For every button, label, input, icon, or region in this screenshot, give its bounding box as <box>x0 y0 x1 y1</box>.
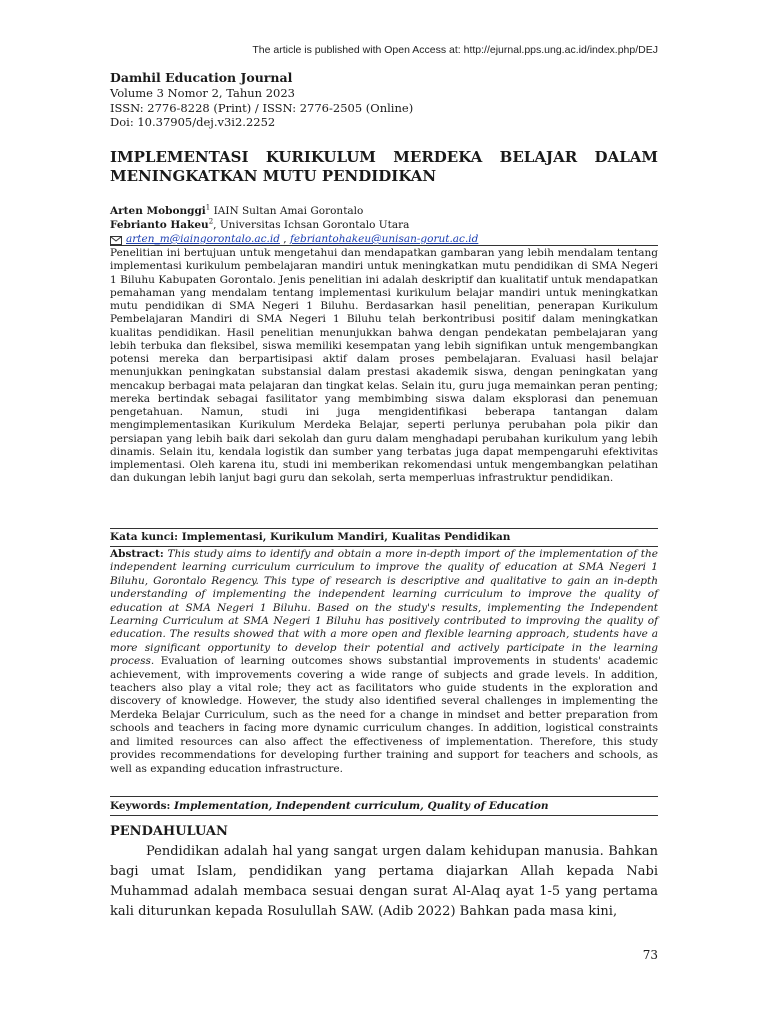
divider-keywords <box>110 796 658 797</box>
email-separator: , <box>279 233 290 245</box>
author-2-affiliation: , Universitas Ichsan Gorontalo Utara <box>213 219 410 231</box>
article-title: IMPLEMENTASI KURIKULUM MERDEKA BELAJAR DALAM MENINGKATKAN MUTU PENDIDIKAN <box>110 148 658 185</box>
journal-name: Damhil Education Journal <box>110 70 293 85</box>
divider-kata-kunci <box>110 528 658 529</box>
journal-doi: Doi: 10.37905/dej.v3i2.2252 <box>110 115 276 129</box>
author-2-name: Febrianto Hakeu <box>110 219 209 231</box>
keywords-label: Keywords: <box>110 800 175 812</box>
abstract-label: Abstract: <box>110 548 164 560</box>
keywords <box>110 799 658 813</box>
section-heading: PENDAHULUAN <box>110 824 228 839</box>
page-number: 73 <box>642 948 658 962</box>
email-link-2[interactable]: febriantohakeu@unisan-gorut.ac.id <box>289 233 479 245</box>
author-1-sup: 1 <box>205 203 211 212</box>
abstract-italic: This study aims to identify and obtain a more in-depth import of the implementation of the independent learning curriculum curriculum to improve the quality of education at SMA Negeri 1 Biluhu, Gorontalo Regency. This type of research is descriptive and qualitative to gain an in-depth understanding of implementing the independent learning curriculum to improve the quality of education at SMA Negeri 1 Biluhu. Based on the study's results, implementing the Independent Learning Curriculum at SMA Negeri 1 Biluhu has positively contributed to improving the quality of education. The results showed that with a more open and flexible learning approach, students have a more significant opportunity to develop their potential and actively participate in the learning process. <box>110 548 658 668</box>
journal-issn: ISSN: 2776-8228 (Print) / ISSN: 2776-2505 (Online) <box>110 100 414 115</box>
kata-kunci: Kata kunci: Implementasi, Kurikulum Mandiri, Kualitas Pendidikan <box>110 531 511 543</box>
keywords-value: Implementation, Independent curriculum, Quality of Education <box>174 800 549 812</box>
journal-info <box>110 70 658 130</box>
abstract-regular: Evaluation of learning outcomes shows substantial improvements in students' academic achievement, with improvements covering a wide range of subjects and grade levels. In addition, teachers also play a vital role; they act as facilitators who guide students in the exploration and discovery of knowledge. However, the study also identified several challenges in implementing the Merdeka Belajar Curriculum, such as the need for a change in mindset and better preparation from schools and teachers in facing more dynamic curriculum changes. In addition, logistical constraints and limited resources can also affect the effectiveness of implementation. Therefore, this study provides recommendations for developing further training and support for teachers and schools, as well as expanding education infrastructure. <box>110 655 658 775</box>
author-1-affiliation: IAIN Sultan Amai Gorontalo <box>210 205 364 217</box>
divider-bottom <box>110 815 658 816</box>
abstract-english <box>110 548 658 776</box>
divider-top <box>110 245 658 246</box>
email-line <box>110 232 658 246</box>
author-1-name: Arten Mobonggi <box>110 205 206 217</box>
divider-abstract <box>110 546 658 547</box>
open-access-notice: The article is published with Open Access at: http://ejurnal.pps.ung.ac.id/index.php/DEJ <box>252 44 658 56</box>
email-link-1[interactable]: arten_m@iaingorontalo.ac.id <box>126 233 280 245</box>
abstract-indonesian: Penelitian ini bertujuan untuk mengetahui dan mendapatkan gambaran yang lebih mendalam tentang implementasi kurikulum pembelajaran mandiri untuk meningkatkan mutu pendidikan di SMA Negeri 1 Biluhu Kabupaten Gorontalo. Jenis penelitian ini adalah deskriptif dan kualitatif untuk mendapatkan pemahaman yang mendalam tentang implementasi kurikulum belajar mandiri untuk meningkatkan mutu pendidikan di SMA Negeri 1 Biluhu. Berdasarkan hasil penelitian, penerapan Kurikulum Pembelajaran Mandiri di SMA Negeri 1 Biluhu telah berkontribusi positif dalam meningkatkan kualitas pendidikan. Hasil penelitian menunjukkan bahwa dengan pendekatan pembelajaran yang lebih terbuka dan fleksibel, siswa memiliki kesempatan yang lebih signifikan untuk mengembangkan potensi mereka dan berpartisipasi aktif dalam proses pembelajaran. Evaluasi hasil belajar menunjukkan peningkatan substansial dalam prestasi akademik siswa, dengan peningkatan yang mencakup berbagai mata pelajaran dan tingkat kelas. Selain itu, guru juga memainkan peran penting; mereka bertindak sebagai fasilitator yang membimbing siswa dalam eksplorasi dan penemuan pengetahuan. Namun, studi ini juga mengidentifikasi beberapa tantangan dalam mengimplementasikan Kurikulum Merdeka Belajar, seperti perlunya perubahan pola pikir dan persiapan yang lebih baik dari sekolah dan guru dalam menghadapi perubahan kurikulum yang lebih dinamis. Selain itu, kendala logistik dan sumber yang terbatas juga dapat mempengaruhi efektivitas implementasi. Oleh karena itu, studi ini memberikan rekomendasi untuk mengembangkan pelatihan dan dukungan lebih lanjut bagi guru dan sekolah, serta memperluas infrastruktur pendidikan. <box>110 247 658 485</box>
author-2 <box>110 218 658 232</box>
author-1 <box>110 204 658 218</box>
envelope-icon <box>110 235 122 244</box>
journal-volume: Volume 3 Nomor 2, Tahun 2023 <box>110 86 295 100</box>
author-block <box>110 204 658 246</box>
intro-paragraph: Pendidikan adalah hal yang sangat urgen dalam kehidupan manusia. Bahkan bagi umat Islam, pendidikan yang pertama diajarkan Allah kepada Nabi Muhammad adalah membaca sesuai dengan surat Al-Alaq ayat 1-5 yang pertama kali diturunkan kepada Rosulullah SAW. (Adib 2022) Bahkan pada masa kini, <box>110 844 658 919</box>
author-2-sup: 2 <box>208 217 214 226</box>
